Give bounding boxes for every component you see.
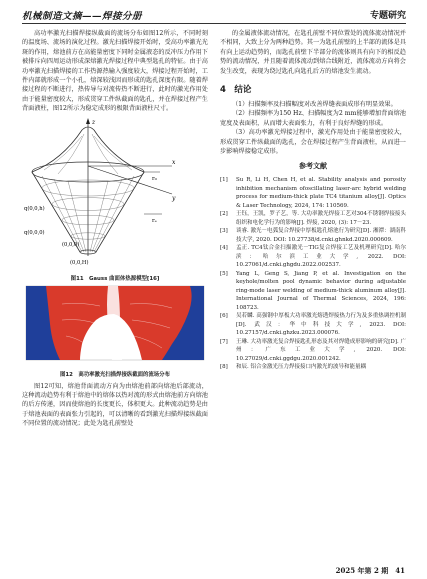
reference-number: [2] xyxy=(220,211,228,218)
page-header xyxy=(22,8,406,22)
reference-text: 孟正. TC4钛合金扫描激光－TIG复合焊接工艺及机理研究[D]. 哈尔滨：哈尔滨工业大学, 2022. DOI: 10.27061/d.cnki.ghgdu.2022.002537. xyxy=(236,245,406,269)
z-axis-label: z xyxy=(92,118,96,126)
origin-label: (0,0,0) xyxy=(62,241,80,248)
flow-field-figure xyxy=(22,284,208,364)
reference-item xyxy=(220,312,406,338)
reference-number: [7] xyxy=(220,338,228,345)
reference-number: [3] xyxy=(220,228,228,235)
re-label: rₑ xyxy=(152,217,157,224)
body-paragraph: 的金属液体流动情况，在匙孔前壁不同位置处的流体流动情况并不相同，大致上分为两种趋势。其一为匙孔前壁的上半部的流体是具有向上运动趋势的，而匙孔前壁下半部分的流体则具有向下的相反趋势的流动情况，并且随着流体流动到熔合线附近，流体流动方向将会发生改变，表现为绕过匙孔向匙孔后方的熔池发生流动。 xyxy=(220,30,406,75)
reference-item xyxy=(220,210,406,227)
references-heading: 参考文献 xyxy=(299,162,327,171)
r0-label: r₀ xyxy=(152,175,157,182)
reference-item xyxy=(220,270,406,313)
reference-text: Su R, Li H, Chen H, et al. Stability analysis and porosity inhibition mechanism ofoscillating laser-arc hybrid welding process for medium-thick plate TC4 titanium alloy[J]. Optics & Laser Technology, 2024, 174: 110569. xyxy=(236,177,406,209)
reference-item xyxy=(220,363,406,372)
section-label: 专题研究 xyxy=(369,11,406,21)
reference-item xyxy=(220,227,406,244)
reference-text: 和辰. 铝合金激光压力焊接接口内激光的波导和能量耦 xyxy=(236,364,366,371)
reference-number: [5] xyxy=(220,270,228,277)
conclusion-item: （3）高功率激光焊接过程中，激光作用处由于能量密度较大，形成贯穿工件纵截面的匙孔，会在焊接过程产生背面液柱，从而进一步影响焊接稳定成形。 xyxy=(220,129,406,156)
conclusion-item: （2）扫描频率为150 Hz、扫描幅度为2 mm能够增加背面熔池宽度及表面积，从而增大表面张力，有利于良好焊缝的形成。 xyxy=(220,110,406,127)
reference-text: 吴若麟. 高强钢中厚板大功率激光熔透焊接热力行为及多重热调控机制[D]. 武汉：华中科技大学, 2023. DOI: 10.27157/d.cnki.ghzku.2023.000076. xyxy=(236,313,406,337)
reference-number: [1] xyxy=(220,177,228,184)
reference-text: 谈睿. 激光－电弧复合焊接中厚板匙孔熔池行为研究[D]. 湘潭：湖南科技大学, 2020. DOI: 10.27738/d.cnki.ghnkd.2020.000609. xyxy=(236,228,406,243)
reference-number: [6] xyxy=(220,313,228,320)
reference-text: Yang L, Geng S, Jiang P, et al. Investigation on the keyhole/molten pool dynamic behavior during adjustable ring-mode laser welding of medium-thick aluminum alloy[J]. International Journal of Thermal Sciences, 2024, 196: 108723. xyxy=(236,270,406,311)
journal-title: 机械制造文摘——焊接分册 xyxy=(22,11,143,22)
reference-text: 王钰，王凯，罗子艺，等. 大功率激光焊接工艺对304不锈钢焊接接头组织和电化学行为的影响[J]. 焊接, 2020, (3): 17－23. xyxy=(236,211,406,226)
reference-number: [8] xyxy=(220,364,228,371)
right-column xyxy=(220,29,406,372)
reference-item xyxy=(220,338,406,364)
reference-number: [4] xyxy=(220,245,228,252)
header-divider xyxy=(22,23,406,24)
page-footer: 2025 年第 2 期 41 xyxy=(335,566,405,575)
conclusion-heading: 4 结论 xyxy=(220,85,252,96)
q-000-label: q(0,0,0) xyxy=(24,229,45,236)
gauss-heat-source-model-figure xyxy=(22,116,208,268)
figure-11-caption: 图11 Gauss 曲面体热源模型[16] xyxy=(70,275,160,282)
figure-12 xyxy=(22,284,208,378)
figure-12-caption: 图12 高功率激光扫描焊接纵截面的流场分布 xyxy=(60,371,170,378)
figure-11 xyxy=(22,116,208,282)
body-paragraph: 图12可知，熔池背面流动方向为由熔池前部向熔池后部流动，这种流动趋势有利于熔池中的熔体以热对流的形式由熔池前方向熔池的后方传递，因而使熔池的长度更长，体积更大。此种流动趋势是由于熔池表面的表面张力引起的，可以清晰的看到激光扫描焊接纵截面不同位置的流动情况；此处为匙孔前壁处 xyxy=(22,382,208,428)
x-axis-label: x xyxy=(172,158,176,166)
y-axis-label: y xyxy=(172,194,176,202)
q-00h-label: q(0,0,h) xyxy=(24,205,45,212)
body-paragraph: 高功率激光扫描焊接纵截面的流场分布如图12所示，不同时刻的温度场、流场的演化过程。激光扫描焊接开始时，受高功率激光光斑的作用，熔池前方在高能量密度下同时金属液态的反冲压力作用下被排斥向四周运动形成深熔激光焊接过程中典型匙孔的特征。由于高功率激光扫描焊接的工作热源热输入强度较大，焊接过程开始时，工件内部就形成一个小孔，熔深较浅因而形成的匙孔深度有限。随着焊接过程的不断进行，热传导与对流传热不断进行，此时的激光作用处由于能量密度较大，形成贯穿工件纵截面的匙孔，并在焊接过程产生背面液柱，图12所示为稳定成形的极限背面液柱尺寸。 xyxy=(22,30,208,113)
reference-item xyxy=(220,244,406,270)
left-column xyxy=(22,29,208,429)
reference-item xyxy=(220,176,406,210)
conclusion-item: （1）扫描频率及扫描幅度对改善焊缝表面成形有明显效果。 xyxy=(232,101,397,109)
depth-point-label: (0,0,H) xyxy=(70,259,89,266)
reference-text: 王琳. 大功率激光复合焊接匙孔形态及其对焊缝成形影响的研究[D]. 广州：广东工业大学, 2020. DOI: 10.27029/d.cnki.ggdgu.2020.001242. xyxy=(236,338,406,362)
